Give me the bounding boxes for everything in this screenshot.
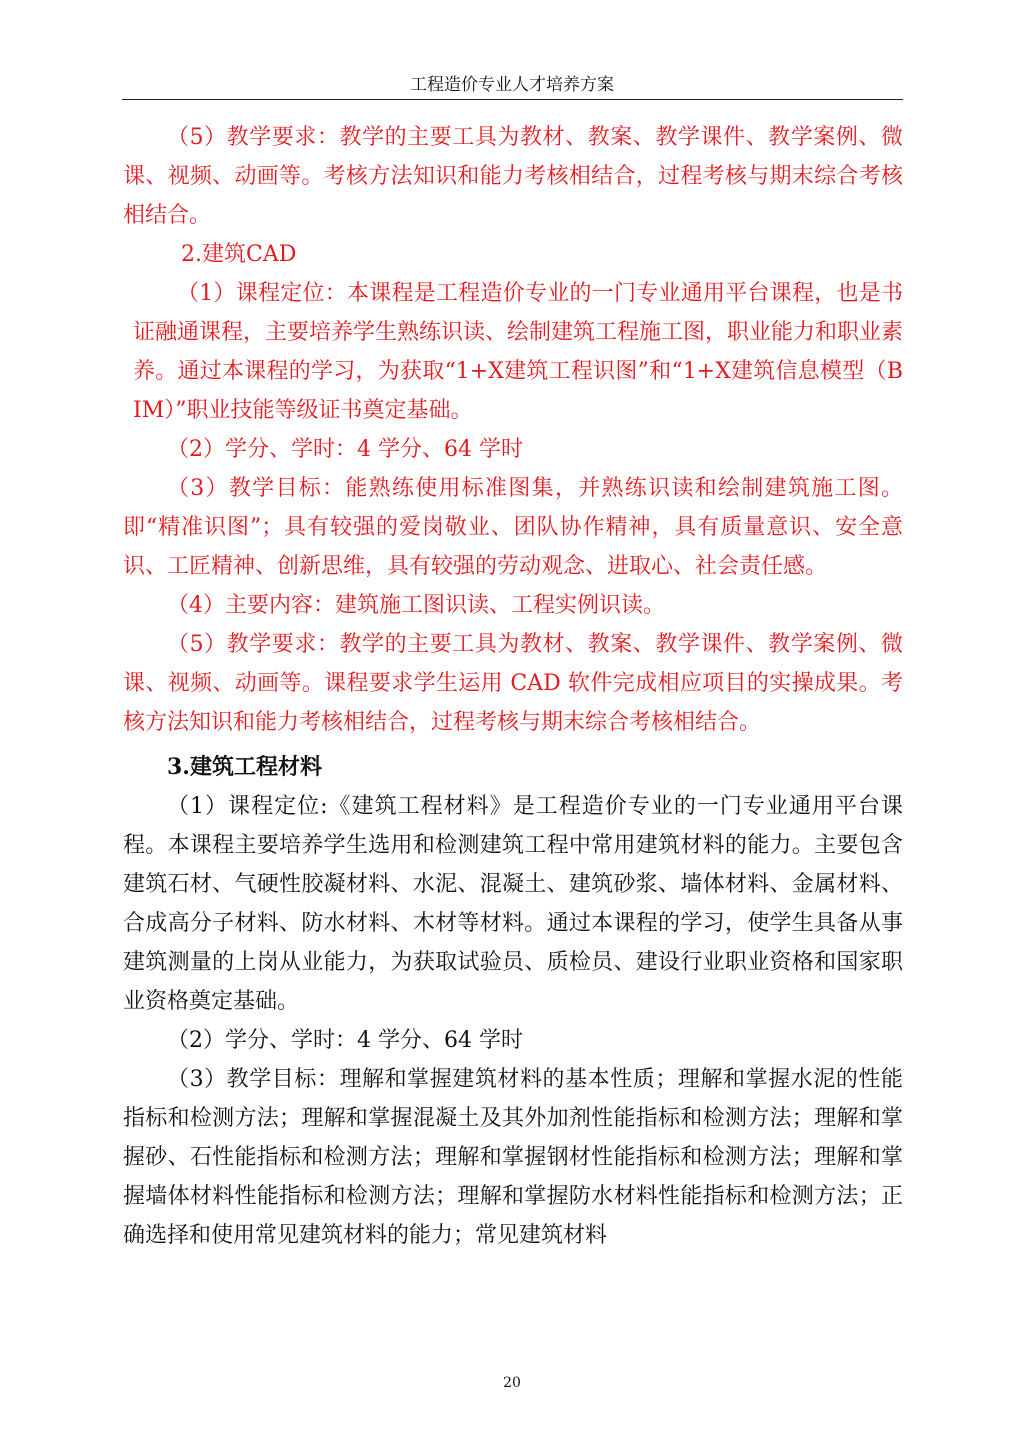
cad-credits-hours: （2）学分、学时：4 学分、64 学时 [167,437,523,462]
page-body [123,118,903,1255]
page-number: 20 [503,1375,521,1391]
cad-main-content: （4）主要内容：建筑施工图识读、工程实例识读。 [167,593,665,618]
materials-teaching-goals: （3）教学目标：理解和掌握建筑材料的基本性质；理解和掌握水泥的性能指标和检测方法；理解和掌握混凝土及其外加剂性能指标和检测方法；理解和掌握砂、石性能指标和检测方法；理解和掌握钢材性能指标和检测方法；理解和掌握墙体材料性能指标和检测方法；理解和掌握防水材料性能指标和检测方法；正确选择和使用常见建筑材料的能力；常见建筑材料 [123,1067,903,1248]
header-rule [122,99,903,100]
running-header: 工程造价专业人才培养方案 [410,75,614,95]
prev-teaching-requirements: （5）教学要求：教学的主要工具为教材、教案、教学课件、教学案例、微课、视频、动画等。考核方法知识和能力考核相结合，过程考核与期末综合考核相结合。 [123,125,903,228]
cad-course-positioning: （1）课程定位：本课程是工程造价专业的一门专业通用平台课程，也是书证融通课程，主要培养学生熟练识读、绘制建筑工程施工图，职业能力和职业素养。通过本课程的学习，为获取“1+X建筑工程识图”和“1+X建筑信息模型（BIM）”职业技能等级证书奠定基础。 [133,281,904,423]
cad-teaching-requirements: （5）教学要求：教学的主要工具为教材、教案、教学课件、教学案例、微课、视频、动画等。课程要求学生运用 CAD 软件完成相应项目的实操成果。考核方法知识和能力考核相结合，过程考核与期末综合考核相结合。 [123,632,903,735]
cad-teaching-goals: （3）教学目标：能熟练使用标准图集，并熟练识读和绘制建筑施工图。即“精准识图”；具有较强的爱岗敬业、团队协作精神，具有质量意识、安全意识、工匠精神、创新思维，具有较强的劳动观念、进取心、社会责任感。 [123,476,903,579]
materials-credits-hours: （2）学分、学时：4 学分、64 学时 [167,1028,523,1053]
section-materials-title: 3.建筑工程材料 [167,754,322,780]
section-cad-title: 2.建筑CAD [181,242,297,267]
materials-course-positioning: （1）课程定位:《建筑工程材料》是工程造价专业的一门专业通用平台课程。本课程主要培养学生选用和检测建筑工程中常用建筑材料的能力。主要包含建筑石材、气硬性胶凝材料、水泥、混凝土、建筑砂浆、墙体材料、金属材料、合成高分子材料、防水材料、木材等材料。通过本课程的学习，使学生具备从事建筑测量的上岗从业能力，为获取试验员、质检员、建设行业职业资格和国家职业资格奠定基础。 [123,794,903,1014]
